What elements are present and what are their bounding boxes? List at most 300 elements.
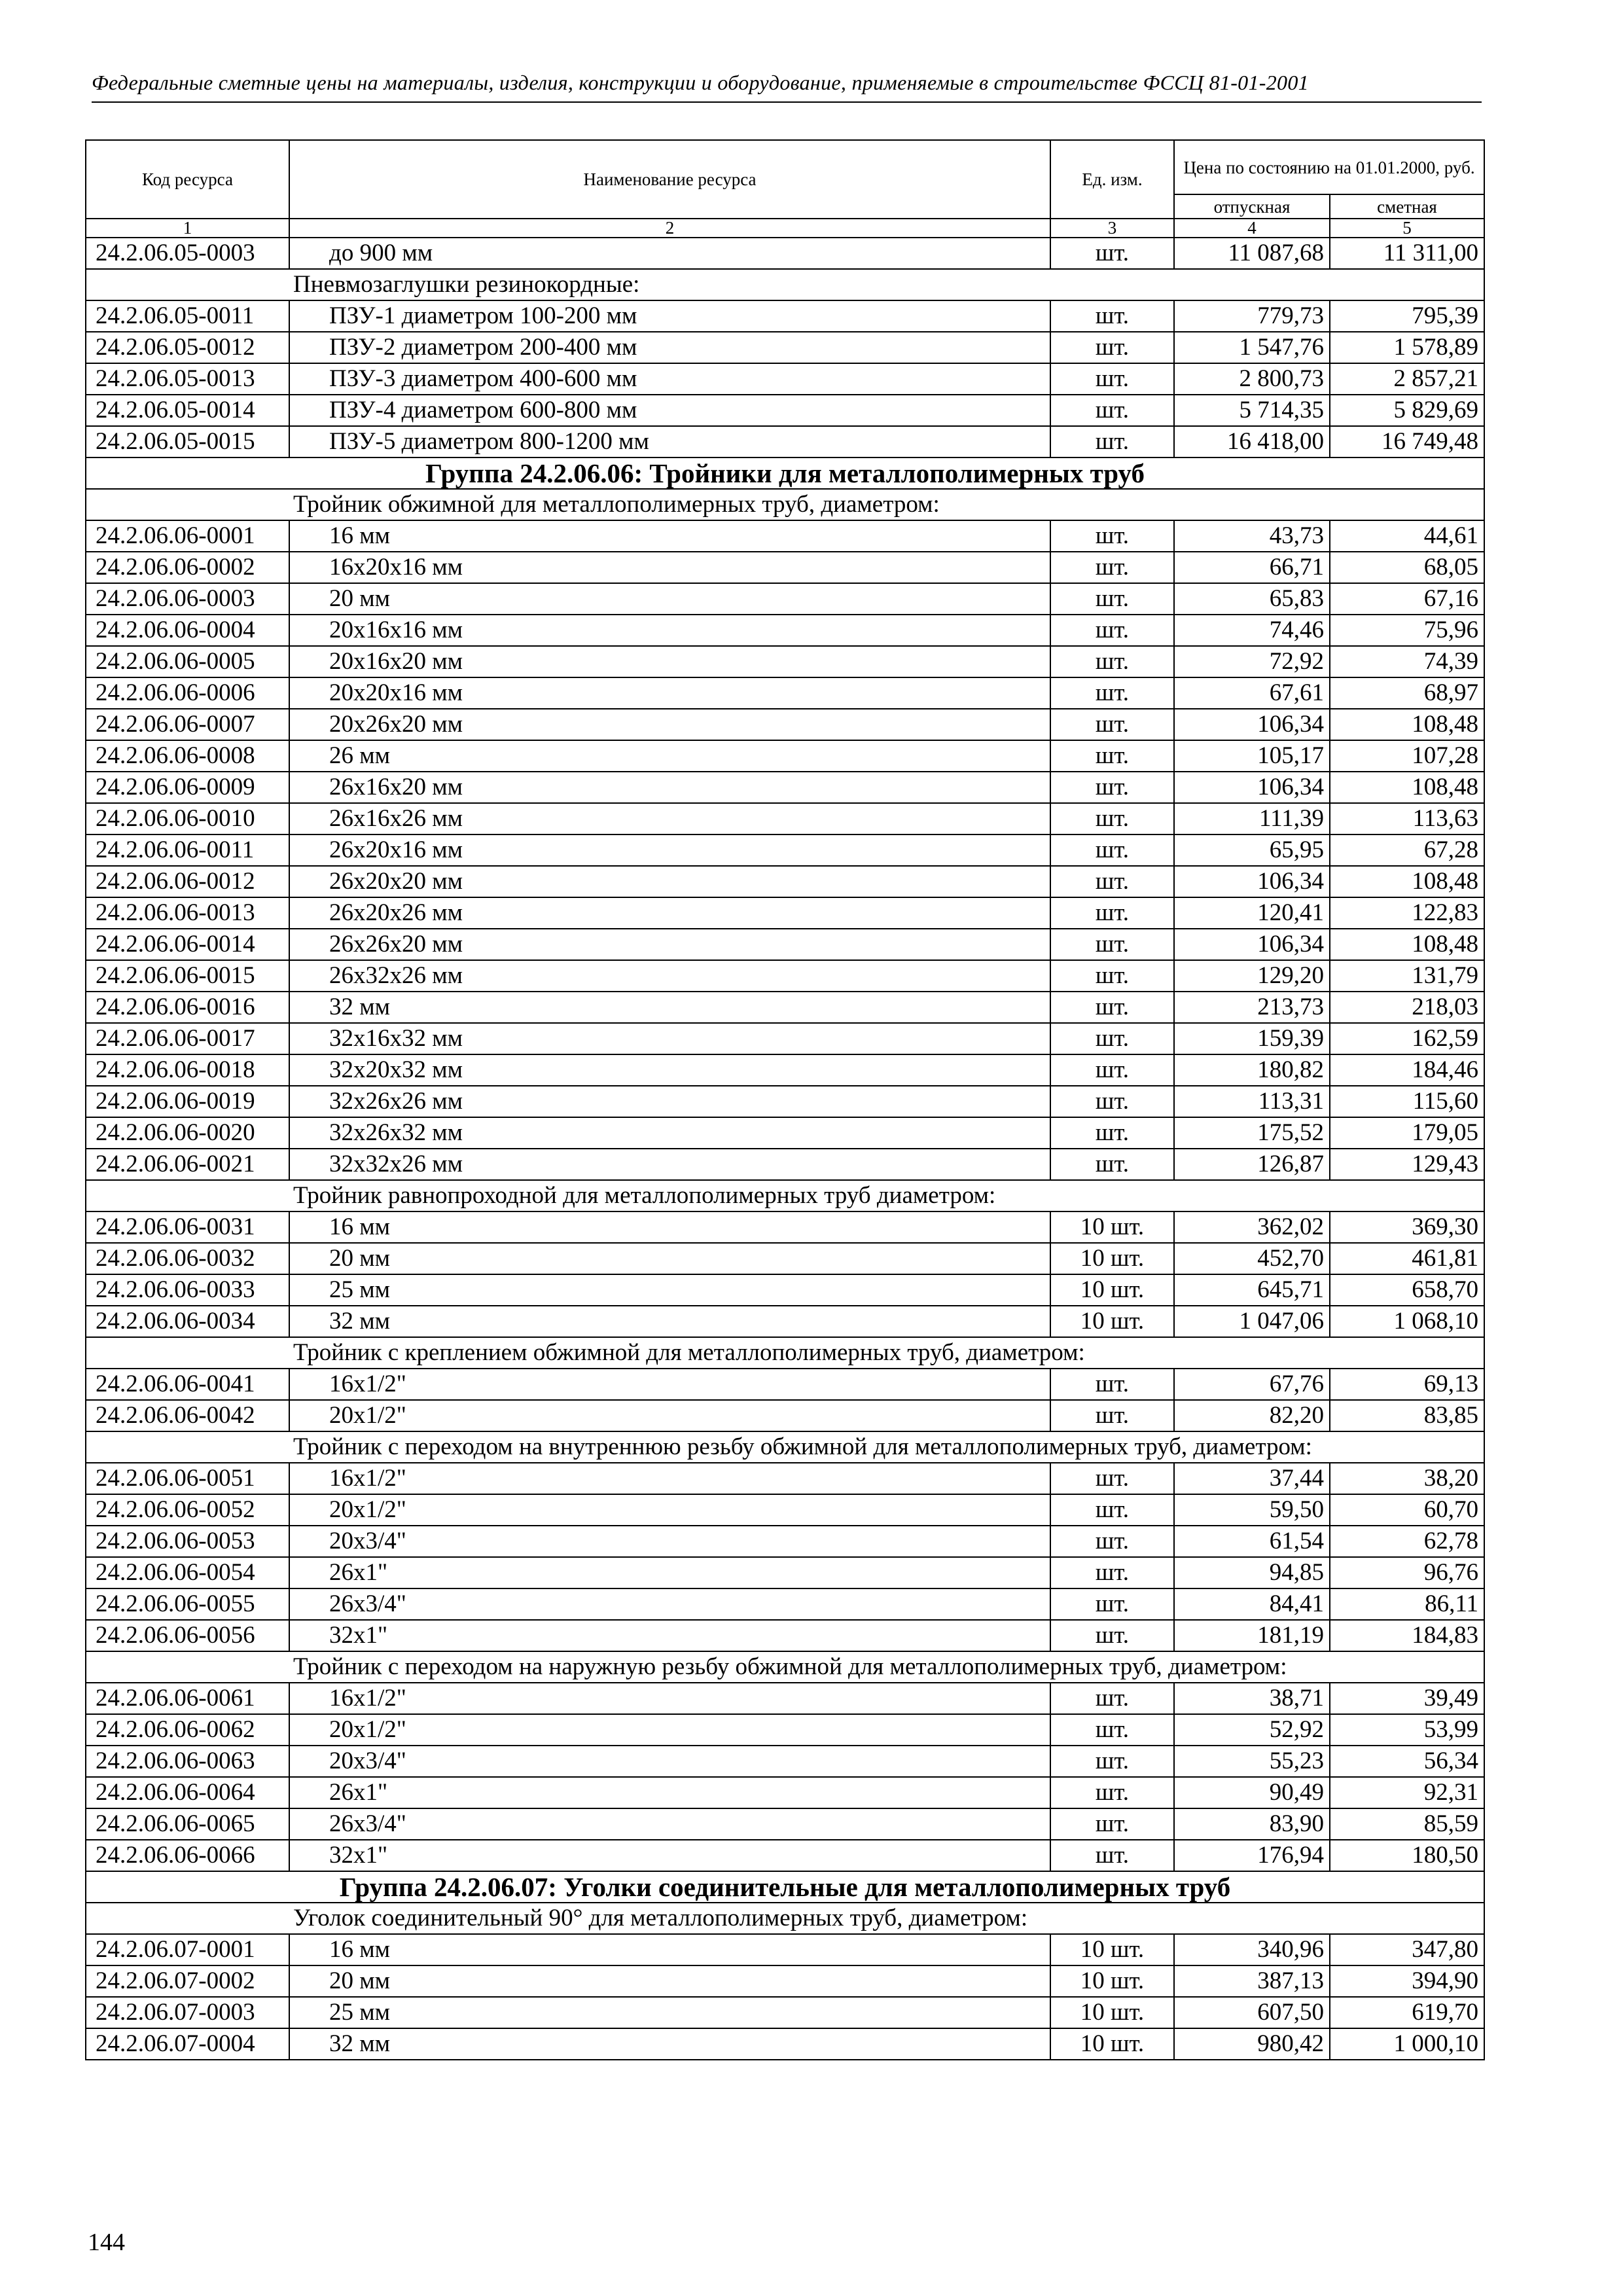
release-price: 126,87: [1174, 1149, 1330, 1180]
running-header: Федеральные сметные цены на материалы, изделия, конструкции и оборудование, применяемые в строительстве ФССЦ 81-01-2001: [92, 71, 1482, 103]
unit-of-measure: 10 шт.: [1050, 1965, 1174, 1997]
estimate-price: 184,46: [1330, 1054, 1484, 1086]
subheading-text: Тройник обжимной для металлополимерных труб, диаметром:: [86, 489, 1484, 520]
table-row: [86, 1023, 1484, 1054]
estimate-price: 86,11: [1330, 1588, 1484, 1620]
resource-name: 16х1/2": [289, 1463, 1050, 1494]
resource-code: 24.2.06.07-0001: [86, 1934, 289, 1965]
table-row: [86, 1714, 1484, 1746]
col-number: 5: [1330, 219, 1484, 238]
estimate-price: 39,49: [1330, 1683, 1484, 1714]
estimate-price: 44,61: [1330, 520, 1484, 552]
subheading-row: [86, 1337, 1484, 1369]
resource-code: 24.2.06.06-0001: [86, 520, 289, 552]
release-price: 74,46: [1174, 615, 1330, 646]
table-row: [86, 1369, 1484, 1400]
resource-code: 24.2.06.06-0005: [86, 646, 289, 677]
unit-of-measure: шт.: [1050, 1808, 1174, 1840]
release-price: 213,73: [1174, 992, 1330, 1023]
resource-name: 16 мм: [289, 1934, 1050, 1965]
estimate-price: 115,60: [1330, 1086, 1484, 1117]
estimate-price: 68,97: [1330, 677, 1484, 709]
estimate-price: 67,16: [1330, 583, 1484, 615]
unit-of-measure: 10 шт.: [1050, 2028, 1174, 2060]
release-price: 180,82: [1174, 1054, 1330, 1086]
release-price: 2 800,73: [1174, 363, 1330, 395]
subheading-text: Тройник с переходом на наружную резьбу обжимной для металлополимерных труб, диаметром:: [86, 1651, 1484, 1683]
unit-of-measure: шт.: [1050, 1400, 1174, 1431]
resource-name: 26х3/4": [289, 1588, 1050, 1620]
col-number: 3: [1050, 219, 1174, 238]
resource-code: 24.2.06.06-0063: [86, 1746, 289, 1777]
resource-name: 26х1": [289, 1557, 1050, 1588]
resource-name: 20х3/4": [289, 1526, 1050, 1557]
release-price: 83,90: [1174, 1808, 1330, 1840]
unit-of-measure: шт.: [1050, 1086, 1174, 1117]
unit-of-measure: шт.: [1050, 520, 1174, 552]
unit-of-measure: шт.: [1050, 615, 1174, 646]
unit-of-measure: шт.: [1050, 929, 1174, 960]
release-price: 52,92: [1174, 1714, 1330, 1746]
resource-name: 32х26х32 мм: [289, 1117, 1050, 1149]
table-row: [86, 1777, 1484, 1808]
unit-of-measure: шт.: [1050, 646, 1174, 677]
release-price: 67,61: [1174, 677, 1330, 709]
table-row: [86, 1211, 1484, 1243]
resource-name: 20х3/4": [289, 1746, 1050, 1777]
table-row: [86, 709, 1484, 740]
resource-code: 24.2.06.06-0011: [86, 834, 289, 866]
group-heading: Группа 24.2.06.07: Уголки соединительные для металлополимерных труб: [86, 1871, 1484, 1903]
estimate-price: 74,39: [1330, 646, 1484, 677]
resource-name: ПЗУ-4 диаметром 600-800 мм: [289, 395, 1050, 426]
resource-code: 24.2.06.06-0004: [86, 615, 289, 646]
estimate-price: 369,30: [1330, 1211, 1484, 1243]
resource-name: 16х1/2": [289, 1369, 1050, 1400]
resource-name: 26х32х26 мм: [289, 960, 1050, 992]
estimate-price: 107,28: [1330, 740, 1484, 772]
release-price: 61,54: [1174, 1526, 1330, 1557]
release-price: 106,34: [1174, 929, 1330, 960]
col-number: 1: [86, 219, 289, 238]
resource-code: 24.2.06.06-0061: [86, 1683, 289, 1714]
estimate-price: 461,81: [1330, 1243, 1484, 1274]
release-price: 5 714,35: [1174, 395, 1330, 426]
release-price: 67,76: [1174, 1369, 1330, 1400]
table-row: [86, 552, 1484, 583]
release-price: 55,23: [1174, 1746, 1330, 1777]
resource-code: 24.2.06.05-0014: [86, 395, 289, 426]
release-price: 94,85: [1174, 1557, 1330, 1588]
unit-of-measure: шт.: [1050, 1840, 1174, 1871]
resource-name: ПЗУ-5 диаметром 800-1200 мм: [289, 426, 1050, 457]
release-price: 90,49: [1174, 1777, 1330, 1808]
table-row: [86, 1997, 1484, 2028]
resource-name: 16 мм: [289, 520, 1050, 552]
table-row: [86, 1808, 1484, 1840]
table-row: [86, 1117, 1484, 1149]
resource-code: 24.2.06.05-0011: [86, 300, 289, 332]
estimate-price: 619,70: [1330, 1997, 1484, 2028]
resource-name: 20х16х16 мм: [289, 615, 1050, 646]
unit-of-measure: шт.: [1050, 238, 1174, 269]
release-price: 59,50: [1174, 1494, 1330, 1526]
estimate-price: 218,03: [1330, 992, 1484, 1023]
resource-code: 24.2.06.06-0020: [86, 1117, 289, 1149]
resource-code: 24.2.06.06-0007: [86, 709, 289, 740]
release-price: 37,44: [1174, 1463, 1330, 1494]
unit-of-measure: шт.: [1050, 677, 1174, 709]
estimate-price: 85,59: [1330, 1808, 1484, 1840]
release-price: 82,20: [1174, 1400, 1330, 1431]
unit-of-measure: шт.: [1050, 552, 1174, 583]
release-price: 779,73: [1174, 300, 1330, 332]
resource-name: 32х16х32 мм: [289, 1023, 1050, 1054]
resource-code: 24.2.06.05-0013: [86, 363, 289, 395]
unit-of-measure: шт.: [1050, 1714, 1174, 1746]
resource-code: 24.2.06.06-0032: [86, 1243, 289, 1274]
release-price: 38,71: [1174, 1683, 1330, 1714]
resource-name: 20х1/2": [289, 1494, 1050, 1526]
col-release-header: отпускная: [1174, 194, 1330, 219]
resource-name: 25 мм: [289, 1997, 1050, 2028]
unit-of-measure: 10 шт.: [1050, 1934, 1174, 1965]
estimate-price: 113,63: [1330, 803, 1484, 834]
unit-of-measure: шт.: [1050, 1463, 1174, 1494]
resource-code: 24.2.06.06-0042: [86, 1400, 289, 1431]
subheading-text: Тройник равнопроходной для металлополимерных труб диаметром:: [86, 1180, 1484, 1211]
release-price: 181,19: [1174, 1620, 1330, 1651]
release-price: 387,13: [1174, 1965, 1330, 1997]
subheading-row: [86, 1431, 1484, 1463]
release-price: 452,70: [1174, 1243, 1330, 1274]
release-price: 645,71: [1174, 1274, 1330, 1306]
estimate-price: 131,79: [1330, 960, 1484, 992]
resource-name: 26х26х20 мм: [289, 929, 1050, 960]
unit-of-measure: шт.: [1050, 363, 1174, 395]
resource-name: 26х16х26 мм: [289, 803, 1050, 834]
estimate-price: 122,83: [1330, 897, 1484, 929]
table-row: [86, 1494, 1484, 1526]
group-heading-row: [86, 1871, 1484, 1903]
table-row: [86, 1243, 1484, 1274]
resource-code: 24.2.06.06-0012: [86, 866, 289, 897]
subheading-text: Тройник с креплением обжимной для металлополимерных труб, диаметром:: [86, 1337, 1484, 1369]
unit-of-measure: шт.: [1050, 1054, 1174, 1086]
table-row: [86, 520, 1484, 552]
unit-of-measure: шт.: [1050, 1777, 1174, 1808]
resource-code: 24.2.06.07-0004: [86, 2028, 289, 2060]
table-row: [86, 1934, 1484, 1965]
col-estimate-header: сметная: [1330, 194, 1484, 219]
table-row: [86, 1400, 1484, 1431]
table-row: [86, 1306, 1484, 1337]
subheading-text: Пневмозаглушки резинокордные:: [86, 269, 1484, 300]
release-price: 11 087,68: [1174, 238, 1330, 269]
resource-name: 20 мм: [289, 1965, 1050, 1997]
resource-code: 24.2.06.06-0051: [86, 1463, 289, 1494]
unit-of-measure: шт.: [1050, 740, 1174, 772]
resource-code: 24.2.06.05-0012: [86, 332, 289, 363]
release-price: 106,34: [1174, 866, 1330, 897]
unit-of-measure: 10 шт.: [1050, 1243, 1174, 1274]
unit-of-measure: шт.: [1050, 709, 1174, 740]
release-price: 159,39: [1174, 1023, 1330, 1054]
unit-of-measure: шт.: [1050, 897, 1174, 929]
estimate-price: 96,76: [1330, 1557, 1484, 1588]
resource-name: 20 мм: [289, 583, 1050, 615]
resource-name: 32х32х26 мм: [289, 1149, 1050, 1180]
resource-code: 24.2.06.06-0017: [86, 1023, 289, 1054]
resource-code: 24.2.06.06-0018: [86, 1054, 289, 1086]
resource-code: 24.2.06.06-0034: [86, 1306, 289, 1337]
resource-name: ПЗУ-3 диаметром 400-600 мм: [289, 363, 1050, 395]
resource-code: 24.2.06.05-0015: [86, 426, 289, 457]
subheading-text: Тройник с переходом на внутреннюю резьбу обжимной для металлополимерных труб, диаметром:: [86, 1431, 1484, 1463]
resource-code: 24.2.06.06-0015: [86, 960, 289, 992]
table-row: [86, 300, 1484, 332]
estimate-price: 1 578,89: [1330, 332, 1484, 363]
resource-code: 24.2.06.06-0002: [86, 552, 289, 583]
col-number: 4: [1174, 219, 1330, 238]
unit-of-measure: шт.: [1050, 772, 1174, 803]
table-row: [86, 1620, 1484, 1651]
resource-name: 26х16х20 мм: [289, 772, 1050, 803]
resource-code: 24.2.06.06-0053: [86, 1526, 289, 1557]
col-unit-header: Ед. изм.: [1050, 140, 1174, 219]
unit-of-measure: 10 шт.: [1050, 1211, 1174, 1243]
release-price: 111,39: [1174, 803, 1330, 834]
resource-name: 32х20х32 мм: [289, 1054, 1050, 1086]
unit-of-measure: шт.: [1050, 1023, 1174, 1054]
resource-code: 24.2.06.06-0031: [86, 1211, 289, 1243]
unit-of-measure: шт.: [1050, 300, 1174, 332]
table-row: [86, 1054, 1484, 1086]
release-price: 84,41: [1174, 1588, 1330, 1620]
estimate-price: 69,13: [1330, 1369, 1484, 1400]
estimate-price: 108,48: [1330, 866, 1484, 897]
resource-name: 20х1/2": [289, 1400, 1050, 1431]
unit-of-measure: шт.: [1050, 332, 1174, 363]
table-row: [86, 1463, 1484, 1494]
estimate-price: 658,70: [1330, 1274, 1484, 1306]
resource-code: 24.2.06.06-0052: [86, 1494, 289, 1526]
subheading-row: [86, 1651, 1484, 1683]
page-number: 144: [88, 2229, 125, 2256]
unit-of-measure: шт.: [1050, 960, 1174, 992]
estimate-price: 795,39: [1330, 300, 1484, 332]
unit-of-measure: шт.: [1050, 1620, 1174, 1651]
unit-of-measure: шт.: [1050, 1588, 1174, 1620]
subheading-row: [86, 269, 1484, 300]
subheading-row: [86, 489, 1484, 520]
resource-code: 24.2.06.06-0041: [86, 1369, 289, 1400]
resource-name: до 900 мм: [289, 238, 1050, 269]
unit-of-measure: 10 шт.: [1050, 1997, 1174, 2028]
release-price: 607,50: [1174, 1997, 1330, 2028]
estimate-price: 38,20: [1330, 1463, 1484, 1494]
estimate-price: 162,59: [1330, 1023, 1484, 1054]
unit-of-measure: шт.: [1050, 1149, 1174, 1180]
unit-of-measure: 10 шт.: [1050, 1306, 1174, 1337]
unit-of-measure: шт.: [1050, 1369, 1174, 1400]
resource-code: 24.2.06.06-0019: [86, 1086, 289, 1117]
col-number: 2: [289, 219, 1050, 238]
estimate-price: 2 857,21: [1330, 363, 1484, 395]
resource-name: 26х20х20 мм: [289, 866, 1050, 897]
estimate-price: 5 829,69: [1330, 395, 1484, 426]
column-number-row: [86, 219, 1484, 238]
resource-code: 24.2.06.05-0003: [86, 238, 289, 269]
estimate-price: 56,34: [1330, 1746, 1484, 1777]
release-price: 113,31: [1174, 1086, 1330, 1117]
table-row: [86, 238, 1484, 269]
resource-name: 26 мм: [289, 740, 1050, 772]
release-price: 106,34: [1174, 772, 1330, 803]
estimate-price: 179,05: [1330, 1117, 1484, 1149]
resource-name: 26х1": [289, 1777, 1050, 1808]
unit-of-measure: шт.: [1050, 1746, 1174, 1777]
resource-name: ПЗУ-1 диаметром 100-200 мм: [289, 300, 1050, 332]
resource-name: 32х1": [289, 1840, 1050, 1871]
table-row: [86, 677, 1484, 709]
unit-of-measure: шт.: [1050, 1117, 1174, 1149]
table-row: [86, 2028, 1484, 2060]
resource-code: 24.2.06.06-0033: [86, 1274, 289, 1306]
estimate-price: 16 749,48: [1330, 426, 1484, 457]
estimate-price: 129,43: [1330, 1149, 1484, 1180]
resource-code: 24.2.06.06-0010: [86, 803, 289, 834]
table-row: [86, 866, 1484, 897]
table-row: [86, 1840, 1484, 1871]
estimate-price: 68,05: [1330, 552, 1484, 583]
resource-name: 20х16х20 мм: [289, 646, 1050, 677]
unit-of-measure: шт.: [1050, 803, 1174, 834]
table-row: [86, 1557, 1484, 1588]
resource-name: 20х26х20 мм: [289, 709, 1050, 740]
estimate-price: 184,83: [1330, 1620, 1484, 1651]
estimate-price: 1 000,10: [1330, 2028, 1484, 2060]
release-price: 175,52: [1174, 1117, 1330, 1149]
table-row: [86, 803, 1484, 834]
resource-name: 32 мм: [289, 1306, 1050, 1337]
resource-code: 24.2.06.06-0008: [86, 740, 289, 772]
table-row: [86, 1526, 1484, 1557]
table-row: [86, 615, 1484, 646]
table-row: [86, 1086, 1484, 1117]
resource-code: 24.2.06.06-0064: [86, 1777, 289, 1808]
release-price: 1 547,76: [1174, 332, 1330, 363]
resource-name: 20 мм: [289, 1243, 1050, 1274]
estimate-price: 92,31: [1330, 1777, 1484, 1808]
table-header-row: [86, 140, 1484, 194]
unit-of-measure: шт.: [1050, 1494, 1174, 1526]
resource-code: 24.2.06.06-0009: [86, 772, 289, 803]
resource-code: 24.2.06.06-0062: [86, 1714, 289, 1746]
release-price: 106,34: [1174, 709, 1330, 740]
resource-code: 24.2.06.07-0003: [86, 1997, 289, 2028]
resource-name: 20х20х16 мм: [289, 677, 1050, 709]
table-row: [86, 1274, 1484, 1306]
resource-code: 24.2.06.06-0016: [86, 992, 289, 1023]
table-row: [86, 772, 1484, 803]
resource-name: ПЗУ-2 диаметром 200-400 мм: [289, 332, 1050, 363]
col-name-header: Наименование ресурса: [289, 140, 1050, 219]
resource-code: 24.2.06.07-0002: [86, 1965, 289, 1997]
estimate-price: 108,48: [1330, 709, 1484, 740]
resource-code: 24.2.06.06-0055: [86, 1588, 289, 1620]
table-row: [86, 363, 1484, 395]
table-row: [86, 1149, 1484, 1180]
table-row: [86, 1746, 1484, 1777]
unit-of-measure: шт.: [1050, 426, 1174, 457]
release-price: 65,83: [1174, 583, 1330, 615]
estimate-price: 347,80: [1330, 1934, 1484, 1965]
release-price: 176,94: [1174, 1840, 1330, 1871]
resource-name: 16 мм: [289, 1211, 1050, 1243]
resource-code: 24.2.06.06-0056: [86, 1620, 289, 1651]
resource-name: 26х20х16 мм: [289, 834, 1050, 866]
resource-code: 24.2.06.06-0003: [86, 583, 289, 615]
table-row: [86, 1683, 1484, 1714]
estimate-price: 1 068,10: [1330, 1306, 1484, 1337]
table-row: [86, 834, 1484, 866]
table-row: [86, 332, 1484, 363]
resource-code: 24.2.06.06-0013: [86, 897, 289, 929]
estimate-price: 75,96: [1330, 615, 1484, 646]
release-price: 1 047,06: [1174, 1306, 1330, 1337]
resource-name: 32 мм: [289, 2028, 1050, 2060]
table-row: [86, 897, 1484, 929]
resource-name: 26х3/4": [289, 1808, 1050, 1840]
group-heading: Группа 24.2.06.06: Тройники для металлополимерных труб: [86, 457, 1484, 489]
estimate-price: 180,50: [1330, 1840, 1484, 1871]
table-row: [86, 740, 1484, 772]
estimate-price: 108,48: [1330, 772, 1484, 803]
price-table: [85, 139, 1485, 2060]
unit-of-measure: 10 шт.: [1050, 1274, 1174, 1306]
table-row: [86, 960, 1484, 992]
table-row: [86, 426, 1484, 457]
release-price: 16 418,00: [1174, 426, 1330, 457]
unit-of-measure: шт.: [1050, 1683, 1174, 1714]
resource-name: 32х26х26 мм: [289, 1086, 1050, 1117]
col-price-header: Цена по состоянию на 01.01.2000, руб.: [1174, 140, 1484, 194]
unit-of-measure: шт.: [1050, 1526, 1174, 1557]
unit-of-measure: шт.: [1050, 395, 1174, 426]
release-price: 66,71: [1174, 552, 1330, 583]
unit-of-measure: шт.: [1050, 866, 1174, 897]
release-price: 340,96: [1174, 1934, 1330, 1965]
resource-name: 20х1/2": [289, 1714, 1050, 1746]
resource-name: 16х1/2": [289, 1683, 1050, 1714]
release-price: 65,95: [1174, 834, 1330, 866]
release-price: 120,41: [1174, 897, 1330, 929]
estimate-price: 108,48: [1330, 929, 1484, 960]
table-row: [86, 992, 1484, 1023]
release-price: 129,20: [1174, 960, 1330, 992]
release-price: 43,73: [1174, 520, 1330, 552]
resource-code: 24.2.06.06-0054: [86, 1557, 289, 1588]
estimate-price: 394,90: [1330, 1965, 1484, 1997]
table-row: [86, 646, 1484, 677]
resource-code: 24.2.06.06-0066: [86, 1840, 289, 1871]
resource-name: 32х1": [289, 1620, 1050, 1651]
table-row: [86, 929, 1484, 960]
release-price: 980,42: [1174, 2028, 1330, 2060]
estimate-price: 83,85: [1330, 1400, 1484, 1431]
release-price: 105,17: [1174, 740, 1330, 772]
